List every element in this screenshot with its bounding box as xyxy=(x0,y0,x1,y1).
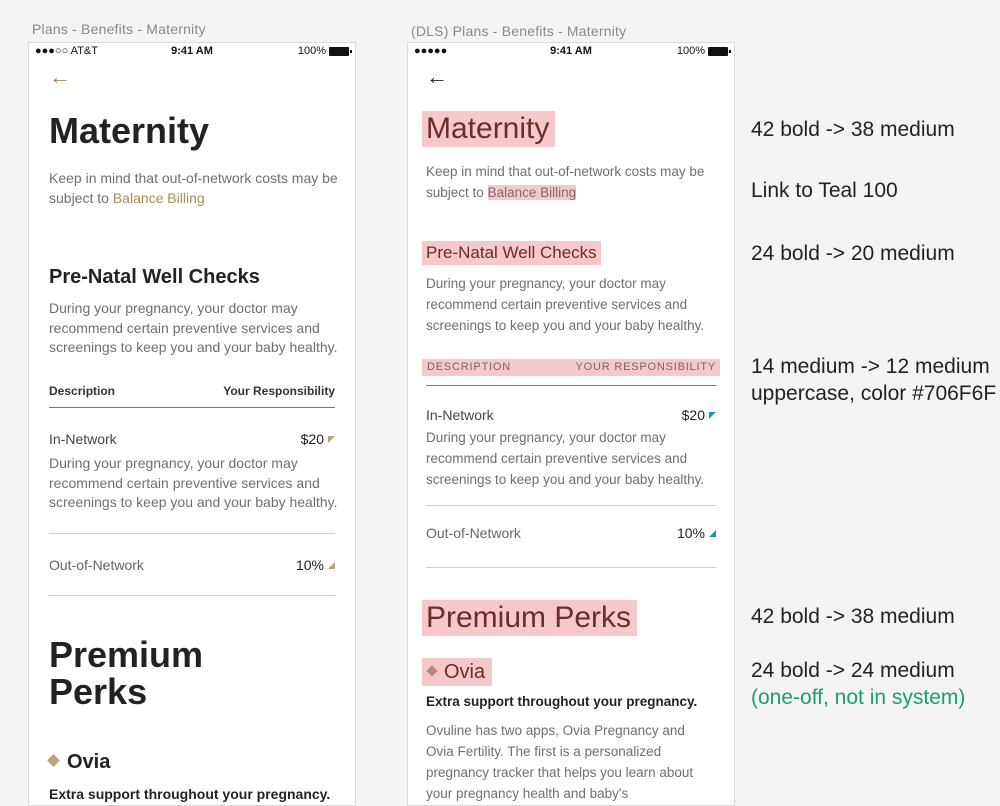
note-title-style: 42 bold -> 38 medium xyxy=(751,118,955,141)
balance-billing-link[interactable]: Balance Billing xyxy=(112,189,205,206)
note-link-color: Link to Teal 100 xyxy=(751,179,898,202)
in-network-label: In-Network xyxy=(49,431,117,447)
battery-percent: 100% xyxy=(297,45,326,57)
col-description: Description xyxy=(49,384,116,398)
in-network-body: During your pregnancy, your doctor may recommend certain preventive services and screenings to keep you and your baby healthy. xyxy=(49,455,338,510)
table-divider xyxy=(426,385,716,386)
note-table-head-color: uppercase, color #706F6F xyxy=(751,382,997,405)
diamond-icon xyxy=(426,665,437,676)
phone-screen-dls xyxy=(407,42,735,806)
out-network-value[interactable] xyxy=(677,525,716,541)
ovia-title xyxy=(422,658,492,686)
triangle-flag-icon xyxy=(328,562,335,569)
page-title: Maternity xyxy=(49,110,210,151)
in-network-label: In-Network xyxy=(426,407,494,423)
diamond-icon xyxy=(47,754,60,767)
artboard-title-right: (DLS) Plans - Benefits - Maternity xyxy=(411,23,627,39)
note-perks-style: 42 bold -> 38 medium xyxy=(751,605,955,628)
col-responsibility: YOUR RESPONSIBILITY xyxy=(575,361,716,373)
row-divider xyxy=(49,533,335,534)
out-network-label: Out-of-Network xyxy=(49,557,144,573)
phone-screen-original xyxy=(28,42,356,806)
note-table-head-style: 14 medium -> 12 medium xyxy=(751,355,990,378)
section-body: During your pregnancy, your doctor may recommend certain preventive services and screenings to keep you and your baby healthy. xyxy=(426,276,705,333)
page-title: Maternity xyxy=(422,111,555,147)
status-time: 9:41 AM xyxy=(550,45,592,57)
perks-title-line1: Premium xyxy=(49,634,204,675)
in-network-amount: $20 xyxy=(300,431,324,447)
col-responsibility: Your Responsibility xyxy=(223,384,335,398)
status-bar xyxy=(29,43,355,59)
artboard-title-left: Plans - Benefits - Maternity xyxy=(32,21,206,37)
note-one-off: (one-off, not in system) xyxy=(751,686,966,709)
section-title: Pre-Natal Well Checks xyxy=(422,241,601,265)
row-divider xyxy=(426,505,716,506)
col-description: DESCRIPTION xyxy=(427,361,511,373)
section-title: Pre-Natal Well Checks xyxy=(49,266,260,288)
battery-status xyxy=(677,45,728,57)
battery-icon xyxy=(708,47,728,56)
ovia-title xyxy=(49,751,110,774)
in-network-amount: $20 xyxy=(681,407,705,423)
ovia-subtitle: Extra support throughout your pregnancy. xyxy=(49,786,331,802)
triangle-flag-icon xyxy=(328,436,335,443)
table-divider xyxy=(49,407,335,408)
out-network-amount: 10% xyxy=(295,557,324,573)
balance-billing-link[interactable]: Balance Billing xyxy=(487,185,577,200)
section-body: During your pregnancy, your doctor may recommend certain preventive services and screenings to keep you and your baby healthy. xyxy=(49,300,338,355)
carrier-signal: ●●●●● xyxy=(414,45,448,57)
intro-copy: Keep in mind that out-of-network costs may be subject to xyxy=(49,170,338,206)
row-divider xyxy=(426,567,716,568)
intro-text xyxy=(49,169,339,208)
carrier-signal: ●●●○○ AT&T xyxy=(35,45,98,57)
status-bar xyxy=(408,43,734,59)
out-network-label: Out-of-Network xyxy=(426,525,521,541)
battery-icon xyxy=(329,47,349,56)
in-network-value[interactable] xyxy=(682,407,716,423)
triangle-flag-icon xyxy=(709,530,716,537)
in-network-value[interactable] xyxy=(301,431,335,447)
row-divider xyxy=(49,595,335,596)
ovia-title-text: Ovia xyxy=(444,661,486,683)
intro-text xyxy=(426,161,716,203)
perks-title: Premium Perks xyxy=(422,600,637,636)
back-arrow-icon[interactable]: ← xyxy=(426,64,448,89)
back-arrow-icon[interactable]: ← xyxy=(49,64,71,89)
out-network-value[interactable] xyxy=(296,557,335,573)
note-section-style: 24 bold -> 20 medium xyxy=(751,242,955,265)
ovia-body: Ovuline has two apps, Ovia Pregnancy and Ovia Fertility. The first is a personalized pregnancy tracker that helps you learn about your pregnancy health and baby's xyxy=(426,723,694,801)
intro-copy: Keep in mind that out-of-network costs may be subject to xyxy=(426,164,705,200)
battery-status xyxy=(298,45,349,57)
out-network-amount: 10% xyxy=(676,525,705,541)
ovia-subtitle: Extra support throughout your pregnancy. xyxy=(426,694,698,709)
perks-title-line2: Perks xyxy=(49,671,148,712)
note-ovia-style: 24 bold -> 24 medium xyxy=(751,659,955,682)
status-time: 9:41 AM xyxy=(171,45,213,57)
triangle-flag-icon xyxy=(709,412,716,419)
in-network-body: During your pregnancy, your doctor may recommend certain preventive services and screenings to keep you and your baby healthy. xyxy=(426,430,705,487)
battery-percent: 100% xyxy=(676,45,705,57)
ovia-title-text: Ovia xyxy=(67,751,111,773)
